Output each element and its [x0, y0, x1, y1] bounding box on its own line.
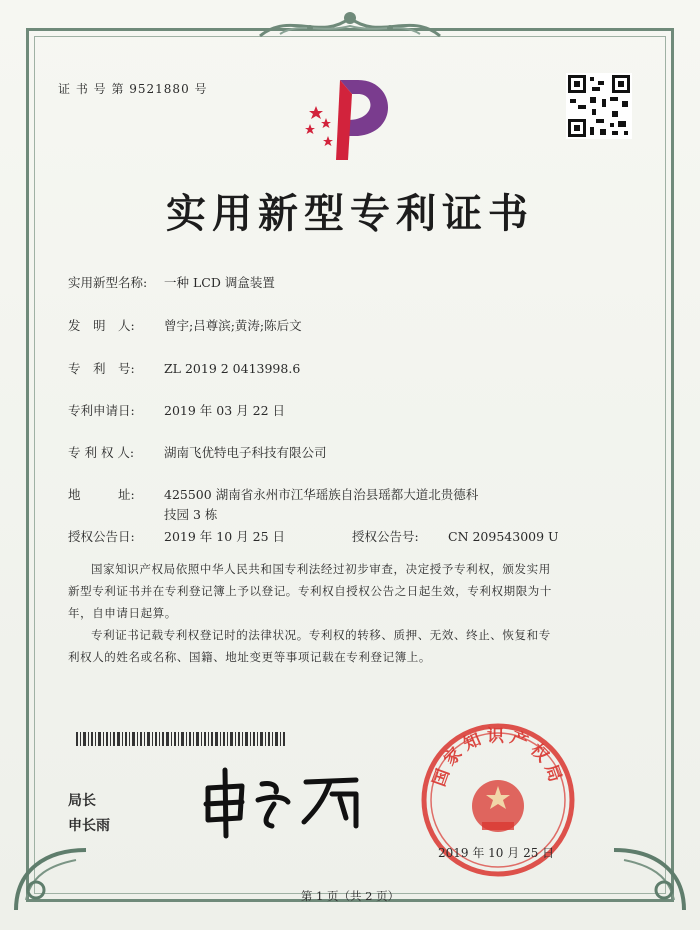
field-value: 425500 湖南省永州市江华瑶族自治县瑶都大道北贵德科	[164, 487, 479, 502]
field-label: 授权公告日:	[68, 529, 135, 544]
bottom-left-corner-ornament	[6, 830, 96, 920]
field-value: 曾宇;吕尊滨;黄涛;陈后文	[164, 318, 302, 333]
top-ornament	[250, 6, 450, 46]
field-value: 2019 年 03 月 22 日	[164, 403, 285, 418]
field-label: 专 利 号:	[68, 361, 135, 376]
field-patent-number	[68, 359, 300, 377]
barcode-icon	[76, 732, 286, 746]
field-patentee	[68, 443, 327, 461]
paragraph-line: 新型专利证书并在专利登记簿上予以登记。专利权自授权公告之日起生效，专利权期限为十	[68, 584, 552, 598]
signatory-name: 申长雨	[68, 818, 110, 834]
field-label: 专 利 权 人:	[68, 445, 135, 460]
field-value: ZL 2019 2 0413998.6	[164, 361, 301, 376]
paragraph-line: 专利证书记载专利权登记时的法律状况。专利权的转移、质押、无效、终止、恢复和专	[91, 628, 551, 642]
field-value: CN 209543009 U	[448, 529, 559, 544]
page-indicator: 第 1 页（共 2 页）	[300, 889, 400, 903]
field-grant-date	[68, 527, 285, 545]
paragraph-line: 利权人的姓名或名称、国籍、地址变更等事项记载在专利登记簿上。	[68, 650, 431, 664]
qr-code-icon	[566, 73, 632, 139]
field-value: 一种 LCD 调盒装置	[164, 275, 275, 290]
paragraph-line: 国家知识产权局依照中华人民共和国专利法经过初步审查，决定授予专利权，颁发实用	[91, 562, 551, 576]
seal-date: 2019 年 10 月 25 日	[438, 846, 555, 860]
field-label: 实用新型名称:	[68, 275, 148, 290]
certificate-number: 证 书 号 第 9521880 号	[58, 82, 208, 96]
handwritten-signature	[196, 760, 386, 840]
signatory-title: 局长	[68, 793, 96, 809]
svg-text:国家知识产权局	[429, 726, 566, 789]
field-label: 专利申请日:	[68, 403, 135, 418]
statement-paragraph-1	[68, 558, 638, 624]
field-value: 湖南飞优特电子科技有限公司	[164, 445, 327, 460]
statement-paragraph-2	[68, 624, 638, 668]
paragraph-line: 年，自申请日起算。	[68, 606, 177, 620]
field-address	[68, 485, 478, 503]
field-value: 2019 年 10 月 25 日	[164, 529, 285, 544]
certificate-title: 实用新型专利证书	[166, 190, 534, 237]
field-filing-date	[68, 401, 285, 419]
seal-text: 国家知识产权局	[429, 726, 567, 790]
bottom-right-corner-ornament	[604, 830, 694, 920]
field-grant-number	[352, 527, 559, 545]
field-inventors	[68, 316, 302, 334]
field-label: 授权公告号:	[352, 529, 419, 544]
field-address-line2: 技园 3 栋	[164, 507, 218, 522]
cnipa-logo-icon	[296, 76, 406, 166]
field-label: 地 址:	[68, 487, 135, 502]
field-utility-name	[68, 273, 275, 291]
field-label: 发 明 人:	[68, 318, 135, 333]
